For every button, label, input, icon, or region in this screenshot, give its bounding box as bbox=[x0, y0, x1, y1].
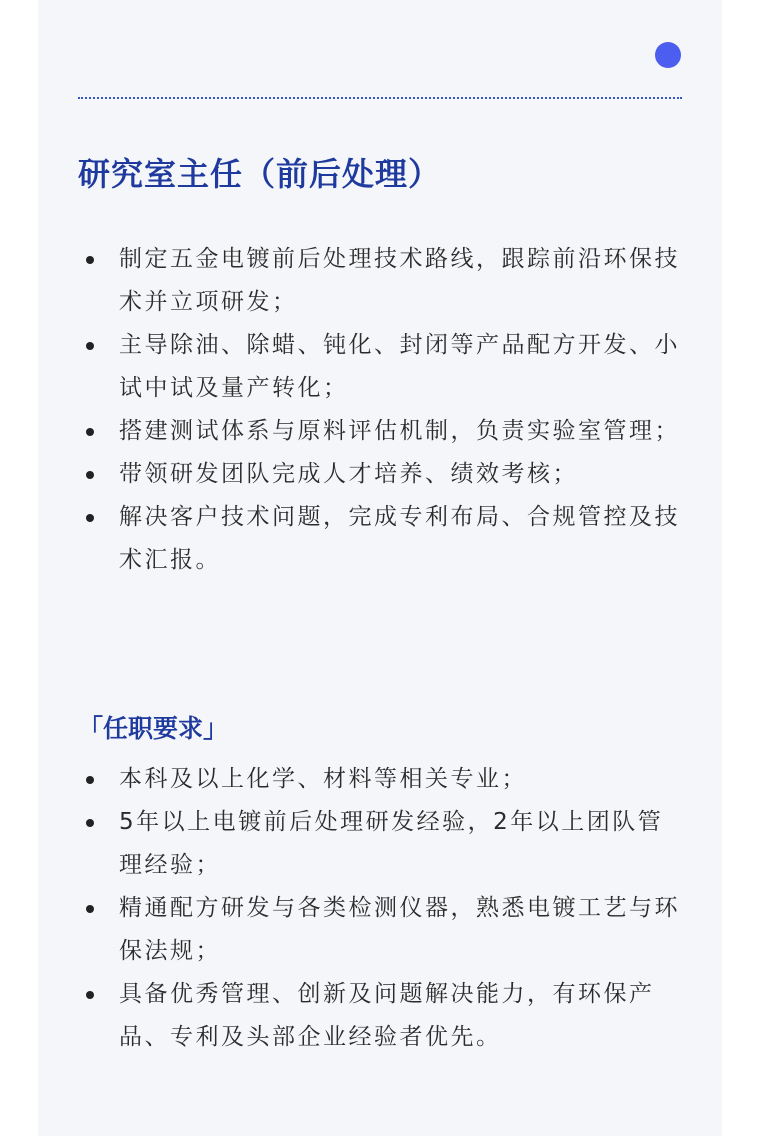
requirements-heading: 「任职要求」 bbox=[78, 714, 229, 743]
job-card bbox=[38, 0, 722, 1136]
requirement-item: 本科及以上化学、材料等相关专业； bbox=[78, 758, 682, 801]
responsibility-item: 主导除油、除蜡、钝化、封闭等产品配方开发、小试中试及量产转化； bbox=[78, 324, 682, 410]
requirements-list bbox=[78, 758, 682, 1059]
requirement-item: 精通配方研发与各类检测仪器，熟悉电镀工艺与环保法规； bbox=[78, 887, 682, 973]
responsibility-item: 解决客户技术问题，完成专利布局、合规管控及技术汇报。 bbox=[78, 496, 682, 582]
job-title: 研究室主任（前后处理） bbox=[78, 155, 442, 193]
responsibility-item: 制定五金电镀前后处理技术路线，跟踪前沿环保技术并立项研发； bbox=[78, 238, 682, 324]
requirement-item: 具备优秀管理、创新及问题解决能力，有环保产品、专利及头部企业经验者优先。 bbox=[78, 973, 682, 1059]
responsibility-item: 带领研发团队完成人才培养、绩效考核； bbox=[78, 453, 682, 496]
decorative-dot bbox=[655, 42, 681, 68]
requirement-item: 5年以上电镀前后处理研发经验，2年以上团队管理经验； bbox=[78, 801, 682, 887]
responsibilities-list bbox=[78, 238, 682, 582]
dotted-divider bbox=[78, 97, 682, 99]
responsibility-item: 搭建测试体系与原料评估机制，负责实验室管理； bbox=[78, 410, 682, 453]
